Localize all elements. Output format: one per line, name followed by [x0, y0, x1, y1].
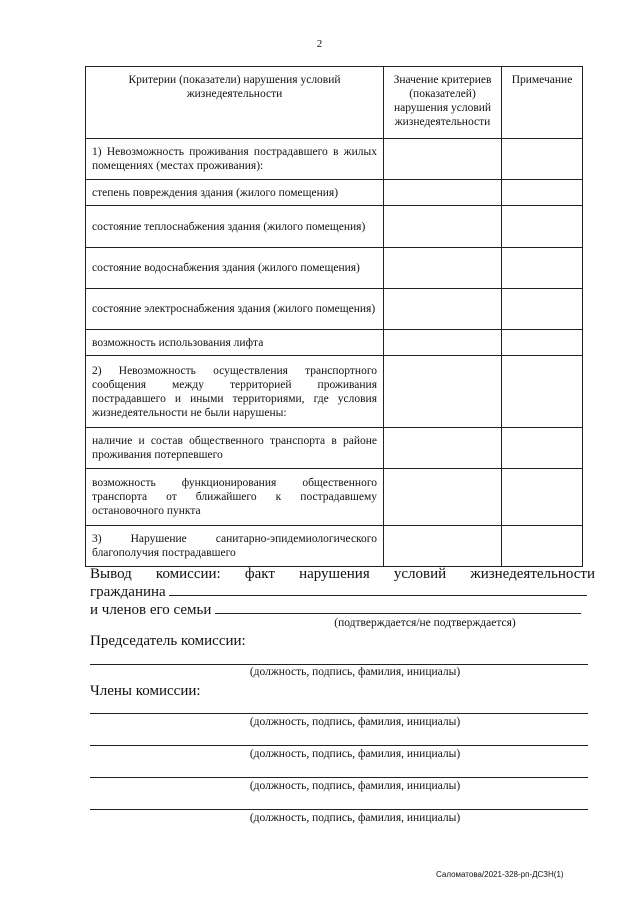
- criterion-cell: состояние электроснабжения здания (жилого помещения): [86, 289, 384, 330]
- chairman-signature-line[interactable]: [90, 664, 588, 665]
- value-cell[interactable]: [384, 428, 502, 469]
- note-cell[interactable]: [502, 248, 583, 289]
- note-cell[interactable]: [502, 139, 583, 180]
- value-cell[interactable]: [384, 356, 502, 428]
- table-row: [86, 289, 583, 330]
- table-row: [86, 428, 583, 469]
- note-cell[interactable]: [502, 356, 583, 428]
- criterion-cell: состояние теплоснабжения здания (жилого помещения): [86, 206, 384, 248]
- chairman-caption: (должность, подпись, фамилия, инициалы): [249, 666, 461, 678]
- members-label: Члены комиссии:: [90, 683, 201, 699]
- criteria-table: [85, 66, 583, 567]
- member-signature-line[interactable]: [90, 745, 588, 746]
- table-row: [86, 180, 583, 206]
- criterion-cell: 1) Невозможность проживания пострадавшего в жилых помещениях (местах проживания):: [86, 139, 384, 180]
- note-cell[interactable]: [502, 180, 583, 206]
- table-header-row: [86, 67, 583, 139]
- member-signature-line[interactable]: [90, 777, 588, 778]
- table-row: [86, 206, 583, 248]
- member-caption: (должность, подпись, фамилия, инициалы): [249, 780, 461, 792]
- note-cell[interactable]: [502, 469, 583, 526]
- member-signature-line[interactable]: [90, 713, 588, 714]
- note-cell[interactable]: [502, 330, 583, 356]
- value-cell[interactable]: [384, 469, 502, 526]
- criterion-cell: 2) Невозможность осуществления транспортного сообщения между территорией проживания пострадавшего и иными территориями, где условия жизнедеятельности не были нарушены:: [86, 356, 384, 428]
- note-cell[interactable]: [502, 289, 583, 330]
- citizen-line: [90, 583, 595, 601]
- table-row: [86, 248, 583, 289]
- criterion-cell: возможность использования лифта: [86, 330, 384, 356]
- value-cell[interactable]: [384, 289, 502, 330]
- value-cell[interactable]: [384, 526, 502, 567]
- member-signature-line[interactable]: [90, 809, 588, 810]
- citizen-field[interactable]: [169, 595, 587, 596]
- conclusion-text: Вывод комиссии: факт нарушения условий жизнедеятельности: [90, 566, 595, 582]
- footer-code: Саломатова/2021-328-рп-ДСЗН(1): [436, 870, 564, 879]
- note-cell[interactable]: [502, 526, 583, 567]
- table-row: [86, 139, 583, 180]
- table-row: [86, 356, 583, 428]
- table-row: [86, 526, 583, 567]
- page-number: 2: [316, 38, 323, 50]
- value-cell[interactable]: [384, 139, 502, 180]
- criterion-cell: наличие и состав общественного транспорта в районе проживания потерпевшего: [86, 428, 384, 469]
- header-note: Примечание: [502, 67, 583, 139]
- family-caption: (подтверждается/не подтверждается): [334, 617, 516, 629]
- citizen-label: гражданина: [90, 584, 166, 600]
- value-cell[interactable]: [384, 180, 502, 206]
- member-caption: (должность, подпись, фамилия, инициалы): [249, 812, 461, 824]
- value-cell[interactable]: [384, 330, 502, 356]
- family-field[interactable]: [215, 613, 581, 614]
- value-cell[interactable]: [384, 206, 502, 248]
- table-row: [86, 469, 583, 526]
- member-caption: (должность, подпись, фамилия, инициалы): [249, 716, 461, 728]
- criterion-cell: состояние водоснабжения здания (жилого помещения): [86, 248, 384, 289]
- member-caption: (должность, подпись, фамилия, инициалы): [249, 748, 461, 760]
- criterion-cell: 3) Нарушение санитарно-эпидемиологического благополучия пострадавшего: [86, 526, 384, 567]
- value-cell[interactable]: [384, 248, 502, 289]
- family-label: и членов его семьи: [90, 602, 212, 618]
- header-value: Значение критериев (показателей) нарушения условий жизнедеятельности: [384, 67, 502, 139]
- chairman-label: Председатель комиссии:: [90, 633, 246, 649]
- header-criteria: Критерии (показатели) нарушения условий жизнедеятельности: [86, 67, 384, 139]
- criterion-cell: степень повреждения здания (жилого помещения): [86, 180, 384, 206]
- table-row: [86, 330, 583, 356]
- note-cell[interactable]: [502, 206, 583, 248]
- note-cell[interactable]: [502, 428, 583, 469]
- criterion-cell: возможность функционирования общественного транспорта от ближайшего к пострадавшему остановочного пункта: [86, 469, 384, 526]
